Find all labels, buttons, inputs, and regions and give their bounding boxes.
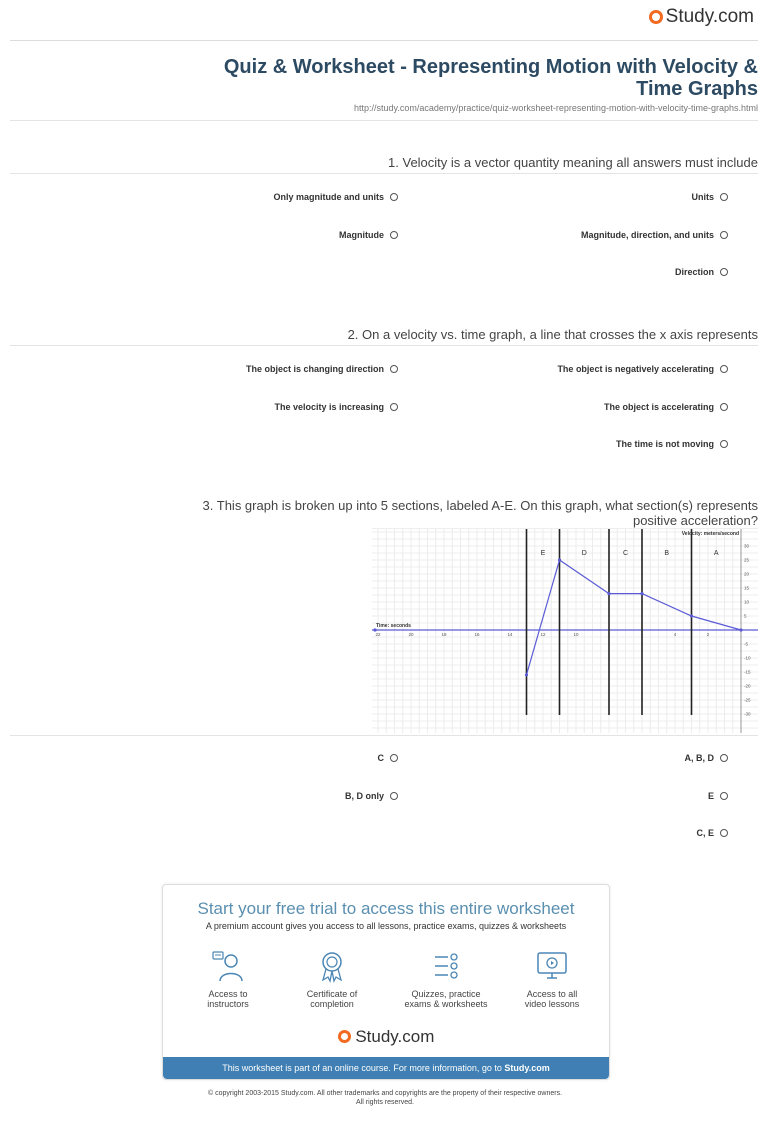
y-tick-label: 30 — [744, 543, 750, 549]
radio-icon[interactable] — [390, 403, 398, 411]
y-tick-label: -5 — [744, 641, 749, 647]
y-tick-label: 20 — [744, 571, 750, 577]
q2-option-1[interactable]: The object is negatively accelerating — [557, 364, 728, 374]
feature-quizzes — [401, 949, 491, 1009]
copyright-line2: All rights reserved. — [356, 1099, 414, 1106]
question-2-divider — [10, 345, 758, 346]
axis-arrow-point — [373, 628, 376, 631]
y-axis-label: Velocity: meters/second — [681, 531, 739, 537]
x-tick-label: 16 — [474, 632, 480, 637]
radio-icon[interactable] — [720, 365, 728, 373]
x-tick-label: 12 — [540, 632, 546, 637]
radio-icon[interactable] — [390, 754, 398, 762]
radio-icon[interactable] — [390, 365, 398, 373]
q2-option-4[interactable]: The velocity is increasing — [274, 402, 398, 412]
promo-subheading: A premium account gives you access to all lessons, practice exams, quizzes & worksheets — [205, 921, 567, 931]
q2-option-5[interactable]: The time is not moving — [616, 439, 728, 449]
section-label: D — [581, 550, 587, 557]
y-tick-label: -10 — [744, 655, 751, 661]
x-tick-label: 22 — [375, 632, 381, 637]
feature-certificate-line2: completion — [310, 999, 354, 1009]
x-tick-label: 20 — [408, 632, 414, 637]
radio-icon[interactable] — [720, 403, 728, 411]
list-icon — [429, 949, 463, 983]
x-tick-label: 18 — [441, 632, 447, 637]
feature-certificate-line1: Certificate of — [306, 989, 358, 999]
question-1-text: 1. Velocity is a vector quantity meaning all answers must include — [388, 155, 758, 170]
feature-quizzes-line2: exams & worksheets — [404, 999, 488, 1009]
q1-option-3[interactable]: Magnitude, direction, and units — [581, 230, 728, 240]
promo-link[interactable]: Study.com — [504, 1063, 550, 1073]
q3-option-4[interactable]: B, D only — [345, 791, 398, 801]
section-label: A — [713, 550, 719, 557]
section-label: C — [622, 550, 629, 557]
x-tick-label: 6 — [640, 632, 644, 637]
study-logo[interactable]: Study.com — [649, 6, 754, 28]
instructor-icon — [211, 949, 245, 983]
x-tick-label: 8 — [607, 632, 611, 637]
page-title: Quiz & Worksheet - Representing Motion with Velocity & Time Graphs — [223, 56, 758, 100]
radio-icon[interactable] — [720, 231, 728, 239]
radio-icon[interactable] — [720, 829, 728, 837]
y-tick-label: -20 — [744, 683, 751, 689]
logo-ring-icon — [649, 10, 663, 24]
question-1-divider — [10, 173, 758, 174]
feature-instructors — [183, 949, 273, 1009]
section-label: E — [540, 550, 546, 557]
feature-video-line2: video lessons — [524, 999, 580, 1009]
data-point — [640, 592, 643, 595]
q3-option-5[interactable]: C, E — [696, 828, 728, 838]
question-3-divider — [10, 735, 758, 736]
video-icon — [535, 949, 569, 983]
y-tick-label: -15 — [744, 669, 751, 675]
y-tick-label: 25 — [744, 557, 750, 563]
promo-bar[interactable]: This worksheet is part of an online course. For more information, go to Study.com — [163, 1057, 609, 1079]
feature-certificate — [287, 949, 377, 1009]
data-point — [607, 592, 610, 595]
radio-icon[interactable] — [720, 792, 728, 800]
q1-option-4[interactable]: Magnitude — [339, 230, 398, 240]
radio-icon[interactable] — [720, 268, 728, 276]
feature-quizzes-line1: Quizzes, practice — [411, 989, 481, 999]
velocity-time-graph — [372, 528, 758, 733]
q1-option-1[interactable]: Units — [692, 192, 729, 202]
radio-icon[interactable] — [390, 193, 398, 201]
y-tick-label: 15 — [744, 585, 750, 591]
title-divider — [10, 120, 758, 121]
q3-option-2[interactable]: C — [378, 753, 399, 763]
q3-option-1[interactable]: A, B, D — [684, 753, 728, 763]
y-tick-label: -30 — [744, 711, 751, 717]
page-url: http://study.com/academy/practice/quiz-worksheet-representing-motion-with-velocity-time-graphs.html — [354, 103, 758, 113]
promo-heading: Start your free trial to access this entire worksheet — [197, 899, 575, 918]
data-point — [558, 558, 561, 561]
x-tick-label: 2 — [706, 632, 710, 637]
radio-icon[interactable] — [720, 440, 728, 448]
section-label: B — [664, 550, 670, 557]
feature-instructors-line1: Access to — [208, 989, 248, 999]
feature-instructors-line2: instructors — [207, 999, 249, 1009]
y-tick-label: 5 — [744, 613, 747, 619]
free-trial-promo — [162, 884, 610, 1080]
q3-option-3[interactable]: E — [708, 791, 728, 801]
radio-icon[interactable] — [720, 754, 728, 762]
logo-ring-icon — [338, 1030, 351, 1043]
q2-option-3[interactable]: The object is accelerating — [604, 402, 728, 412]
feature-video-line1: Access to all — [526, 989, 578, 999]
data-point — [739, 628, 742, 631]
y-tick-label: 10 — [744, 599, 750, 605]
header-divider — [10, 40, 758, 41]
question-2-text: 2. On a velocity vs. time graph, a line that crosses the x axis represents — [347, 327, 758, 342]
q1-option-2[interactable]: Only magnitude and units — [273, 192, 398, 202]
x-tick-label: 4 — [673, 632, 677, 637]
radio-icon[interactable] — [390, 792, 398, 800]
q1-option-5[interactable]: Direction — [675, 267, 728, 277]
copyright-line1: © copyright 2003-2015 Study.com. All other trademarks and copyrights are the property of their respective owners. — [207, 1090, 563, 1097]
q2-option-2[interactable]: The object is changing direction — [246, 364, 398, 374]
promo-logo: Study.com — [163, 1027, 609, 1047]
y-tick-label: -25 — [744, 697, 751, 703]
x-axis-label: Time: seconds — [376, 623, 411, 629]
question-3-text: 3. This graph is broken up into 5 sections, labeled A-E. On this graph, what section(s) represents positive acceleration? — [202, 498, 758, 528]
radio-icon[interactable] — [720, 193, 728, 201]
certificate-icon — [315, 949, 349, 983]
data-point — [690, 614, 693, 617]
x-tick-label: 10 — [573, 632, 579, 637]
chart-svg — [372, 529, 758, 733]
radio-icon[interactable] — [390, 231, 398, 239]
data-point — [525, 673, 528, 676]
feature-video — [507, 949, 597, 1009]
x-tick-label: 14 — [507, 632, 513, 637]
copyright — [150, 1089, 620, 1107]
